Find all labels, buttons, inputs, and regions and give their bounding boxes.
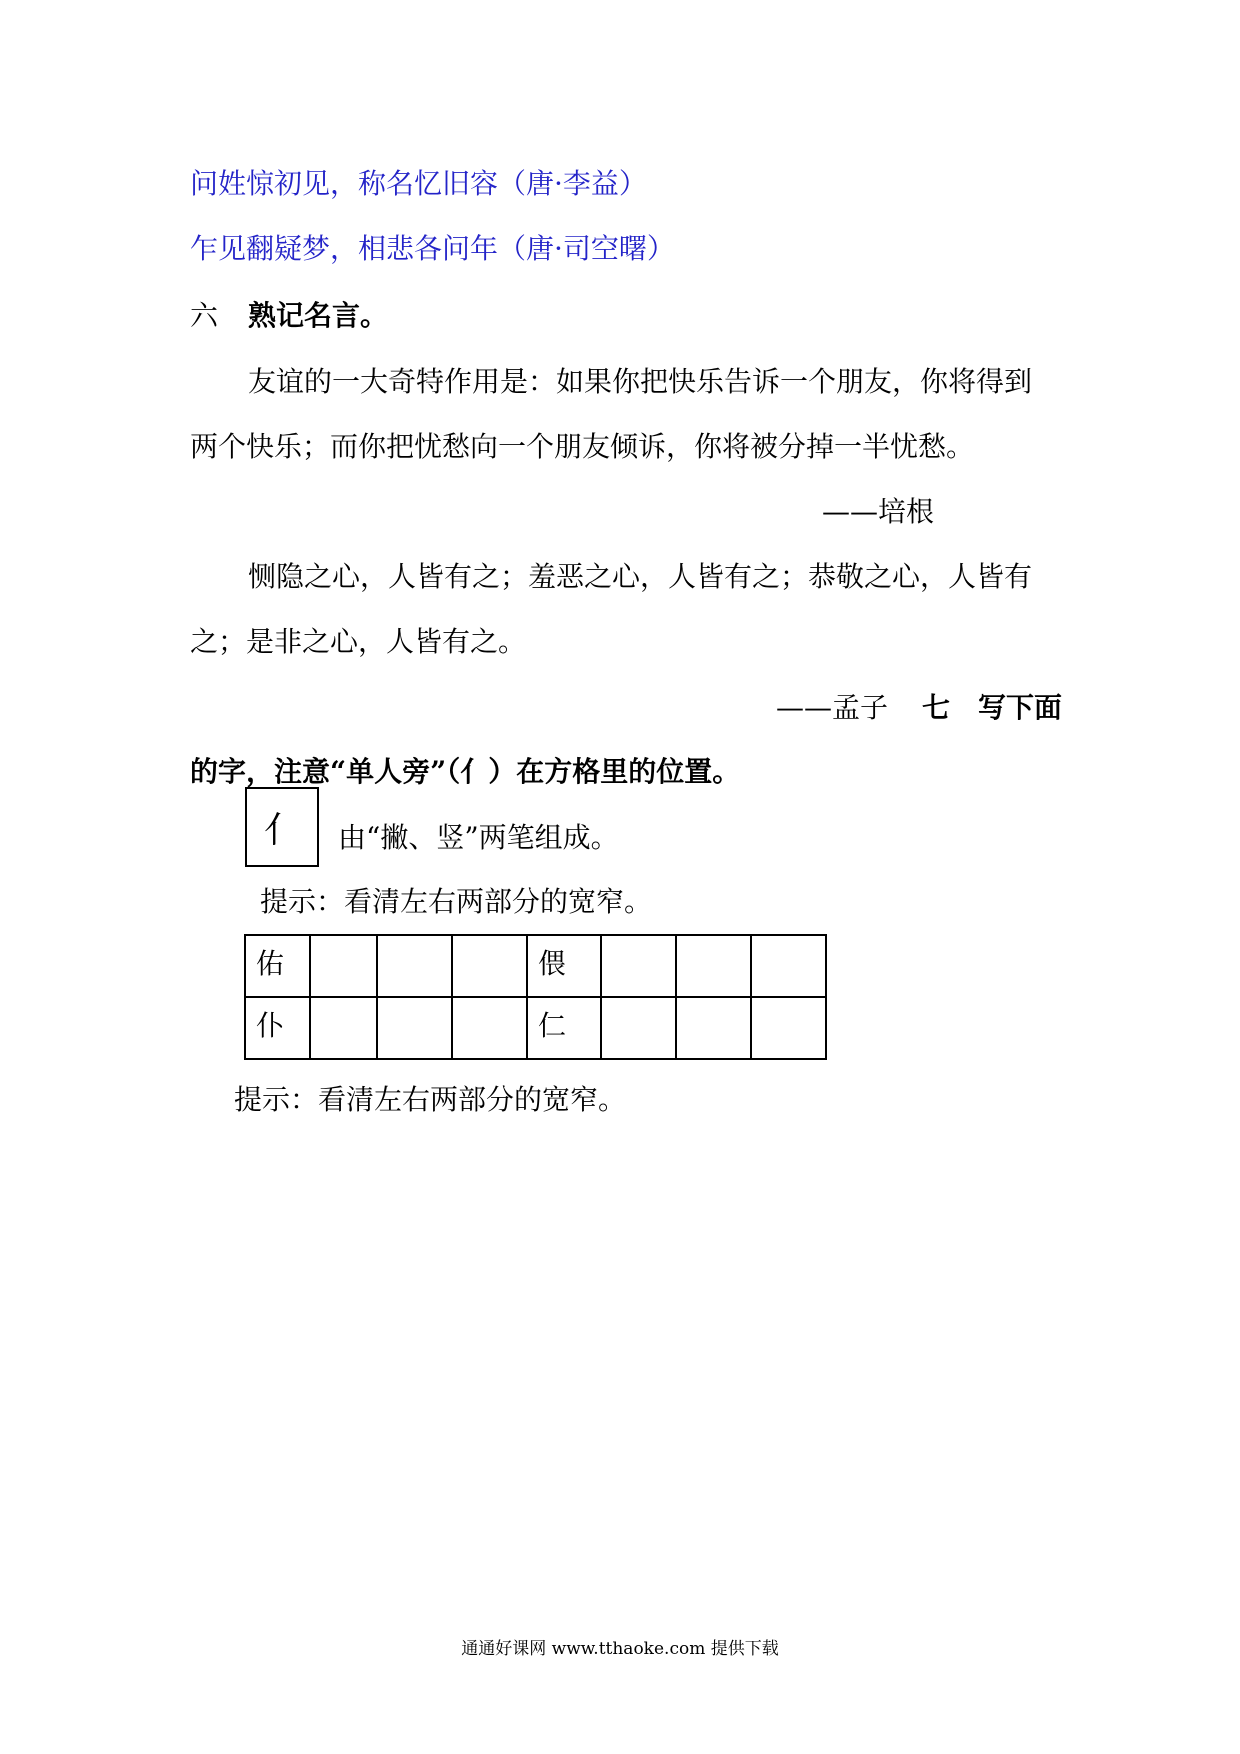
grid-cell[interactable]: 仆 [245,997,310,1059]
grid-cell[interactable]: 偎 [527,935,601,997]
radical-description: 由“撇、竖”两笔组成。 [338,821,619,854]
quote-1-line-1: 友谊的一大奇特作用是：如果你把快乐告诉一个朋友，你将得到 [248,365,1033,398]
grid-cell[interactable] [751,935,826,997]
grid-row [245,935,826,997]
radical-box [245,787,319,867]
poem-line-2: 乍见翻疑梦，相悲各问年（唐·司空曙） [190,232,675,265]
section-7-heading: 七 写下面 [922,691,1063,724]
grid-cell[interactable] [452,935,527,997]
tip-1: 提示：看清左右两部分的宽窄。 [260,885,653,918]
writing-grid [244,934,827,1060]
section-6-title: 熟记名言。 [248,299,389,332]
poem-line-1: 问姓惊初见，称名忆旧容（唐·李益） [190,167,647,200]
section-6-number: 六 [190,299,219,332]
section-7-instruction: 的字，注意“单人旁”（亻）在方格里的位置。 [190,755,741,788]
grid-cell[interactable] [601,997,676,1059]
grid-cell[interactable] [751,997,826,1059]
grid-cell[interactable]: 仁 [527,997,601,1059]
quote-1-line-2: 两个快乐；而你把忧愁向一个朋友倾诉，你将被分掉一半忧愁。 [190,430,975,463]
quote-2-line-1: 恻隐之心，人皆有之；羞恶之心，人皆有之；恭敬之心，人皆有 [248,560,1033,593]
radical-char: 亻 [263,809,300,851]
grid-cell[interactable]: 佑 [245,935,310,997]
grid-row [245,997,826,1059]
grid-cell[interactable] [601,935,676,997]
grid-cell[interactable] [452,997,527,1059]
grid-cell[interactable] [310,935,377,997]
grid-cell[interactable] [377,997,452,1059]
quote-1-author: ——培根 [822,495,935,528]
grid-cell[interactable] [676,997,751,1059]
grid-cell[interactable] [676,935,751,997]
quote-2-author: ——孟子 [776,691,889,724]
section-6-heading [190,296,388,336]
grid-cell[interactable] [310,997,377,1059]
page-footer: 通通好课网 www.tthaoke.com 提供下载 [461,1639,779,1659]
tip-2: 提示：看清左右两部分的宽窄。 [234,1083,627,1116]
grid-cell[interactable] [377,935,452,997]
quote-2-line-2: 之；是非之心，人皆有之。 [190,625,527,658]
quote-2-author-row [776,688,1062,728]
